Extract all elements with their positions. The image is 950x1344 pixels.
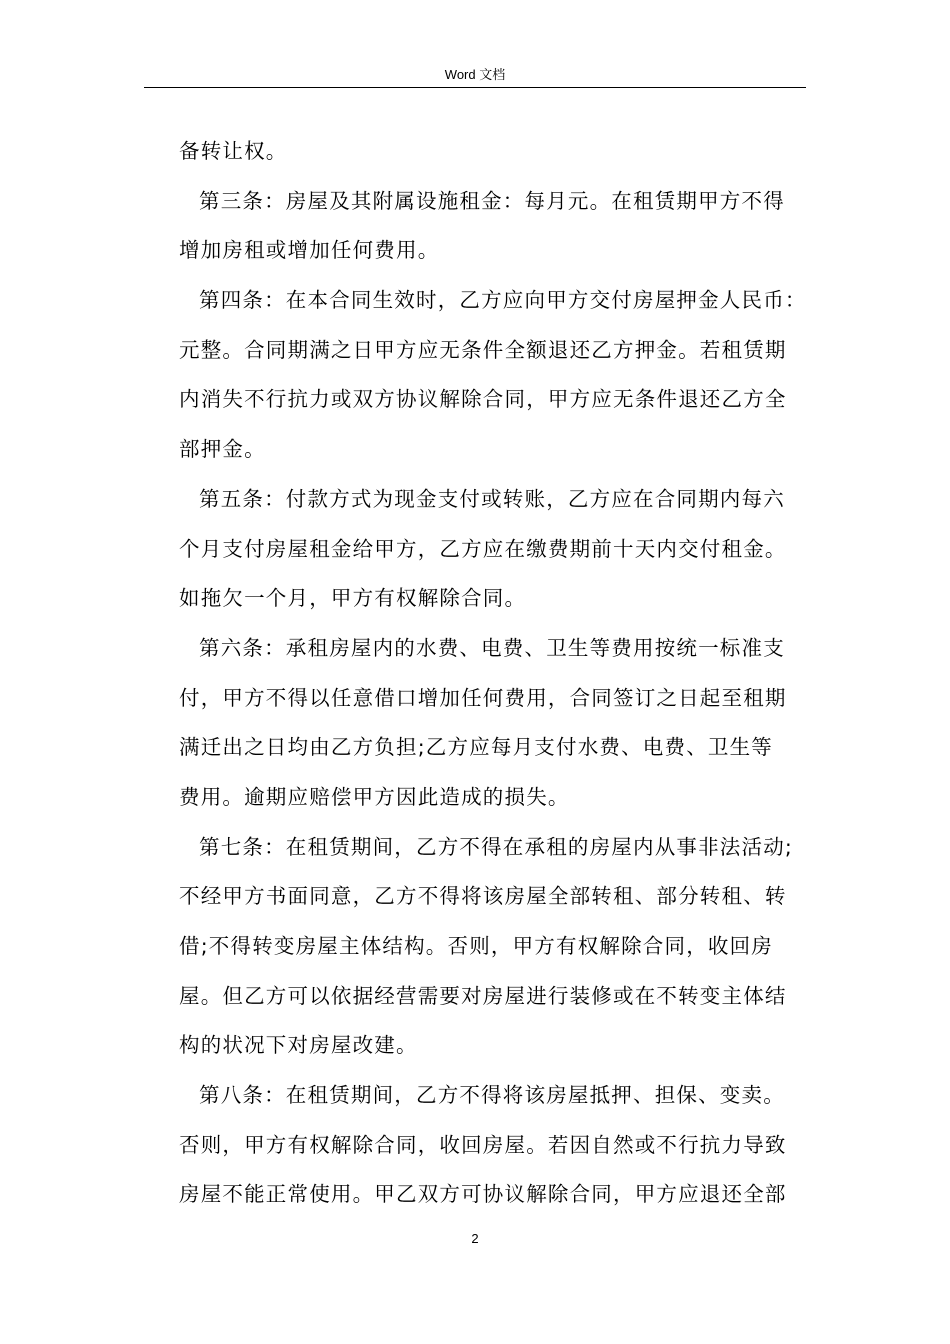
- body-line: 第四条：在本合同生效时，乙方应向甲方交付房屋押金人民币：: [199, 288, 807, 313]
- body-line: 否则，甲方有权解除合同，收回房屋。若因自然或不行抗力导致: [179, 1132, 787, 1157]
- body-line: 元整。合同期满之日甲方应无条件全额退还乙方押金。若租赁期: [179, 337, 787, 362]
- body-line: 第七条：在租赁期间，乙方不得在承租的房屋内从事非法活动;: [199, 834, 794, 859]
- body-line: 借;不得转变房屋主体结构。否则，甲方有权解除合同，收回房: [179, 934, 774, 958]
- body-line: 个月支付房屋租金给甲方，乙方应在缴费期前十天内交付租金。: [179, 536, 787, 561]
- body-line: 房屋不能正常使用。甲乙双方可协议解除合同，甲方应退还全部: [179, 1182, 787, 1207]
- body-line: 第八条：在租赁期间，乙方不得将该房屋抵押、担保、变卖。: [199, 1083, 785, 1108]
- body-line: 屋。但乙方可以依据经营需要对房屋进行装修或在不转变主体结: [179, 983, 787, 1008]
- body-line: 备转让权。: [179, 139, 288, 163]
- body-line: 费用。逾期应赔偿甲方因此造成的损失。: [179, 784, 570, 809]
- body-line: 第六条：承租房屋内的水费、电费、卫生等费用按统一标准支: [199, 635, 785, 660]
- body-line: 付，甲方不得以任意借口增加任何费用，合同签订之日起至租期: [179, 685, 787, 710]
- header-divider: [144, 87, 806, 88]
- page-header-title: Word 文档: [444, 67, 506, 82]
- body-line: 增加房租或增加任何费用。: [179, 238, 440, 263]
- body-line: 不经甲方书面同意，乙方不得将该房屋全部转租、部分转租、转: [179, 884, 787, 909]
- body-line: 第三条：房屋及其附属设施租金：每月元。在租赁期甲方不得: [199, 188, 785, 213]
- body-line: 构的状况下对房屋改建。: [179, 1033, 418, 1058]
- page-number: 2: [471, 1231, 479, 1246]
- document-body: [179, 127, 807, 1220]
- body-line: 部押金。: [179, 437, 266, 462]
- body-line: 如拖欠一个月，甲方有权解除合同。: [179, 586, 527, 611]
- body-line: 内消失不行抗力或双方协议解除合同，甲方应无条件退还乙方全: [179, 387, 787, 412]
- body-line: 第五条：付款方式为现金支付或转账，乙方应在合同期内每六: [199, 486, 785, 511]
- body-line: 满迁出之日均由乙方负担;乙方应每月支付水费、电费、卫生等: [179, 735, 774, 760]
